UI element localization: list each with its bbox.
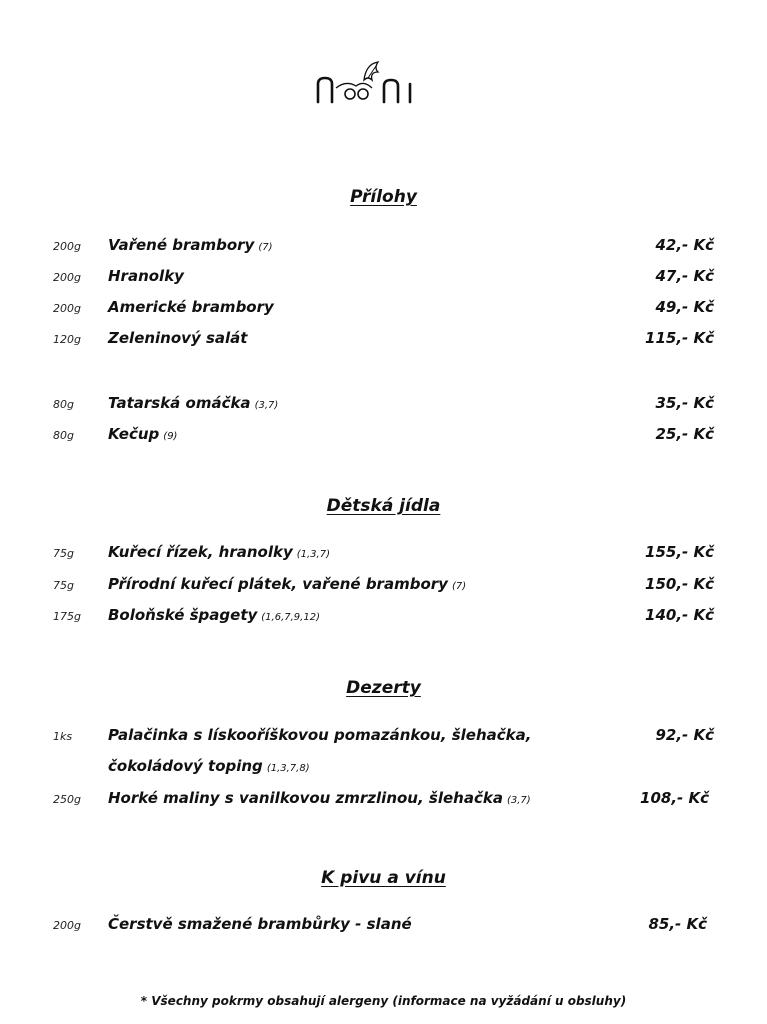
section-title-dezerty: Dezerty: [346, 678, 421, 698]
item-price: 150,- Kč: [645, 575, 714, 593]
item-name: Palačinka s lískooříškovou pomazánkou, šlehačka,: [108, 726, 532, 744]
item-price: 155,- Kč: [645, 543, 714, 561]
item-weight: 80g: [53, 398, 74, 411]
item-price: 47,- Kč: [655, 267, 714, 285]
menu-item: [0, 606, 767, 630]
item-name: čokoládový toping (1,3,7,8): [108, 757, 310, 775]
item-weight: 200g: [53, 240, 81, 253]
menu-item: [0, 394, 767, 418]
item-weight: 200g: [53, 302, 81, 315]
item-weight: 80g: [53, 429, 74, 442]
item-name: Kečup (9): [108, 425, 178, 443]
item-price: 35,- Kč: [655, 394, 714, 412]
item-allergens: (7): [451, 581, 467, 592]
item-allergens: (7): [258, 242, 273, 253]
item-price: 92,- Kč: [655, 726, 714, 744]
menu-item: [0, 329, 767, 353]
item-price: 140,- Kč: [645, 606, 714, 624]
menu-item: [0, 575, 767, 599]
item-weight: 75g: [53, 547, 74, 560]
item-weight: 250g: [53, 793, 81, 806]
item-weight: 1ks: [53, 730, 73, 743]
section-title-detska-jidla: Dětská jídla: [326, 496, 441, 516]
menu-item: [0, 543, 767, 567]
item-price: 25,- Kč: [655, 425, 714, 443]
menu-item: [0, 726, 767, 750]
item-name: Hranolky: [108, 267, 184, 285]
item-name: Kuřecí řízek, hranolky (1,3,7): [108, 543, 330, 561]
item-name: Čerstvě smažené brambůrky - slané: [108, 915, 412, 933]
menu-item-continuation: [0, 757, 767, 781]
item-name: Horké maliny s vanilkovou zmrzlinou, šlehačka (3,7): [108, 789, 531, 807]
item-price: 85,- Kč: [648, 915, 707, 933]
item-weight: 75g: [53, 579, 74, 592]
item-name: Přírodní kuřecí plátek, vařené brambory (7): [108, 575, 467, 593]
item-price: 115,- Kč: [645, 329, 714, 347]
item-name: Zeleninový salát: [108, 329, 248, 347]
item-allergens: (3,7): [506, 795, 531, 806]
item-allergens: (1,3,7): [296, 549, 330, 560]
item-allergens: (9): [163, 431, 178, 442]
menu-item: [0, 915, 767, 939]
item-name: Vařené brambory (7): [108, 236, 273, 254]
item-allergens: (1,6,7,9,12): [261, 612, 320, 623]
menu-item: [0, 236, 767, 260]
item-weight: 175g: [53, 610, 81, 623]
menu-item: [0, 267, 767, 291]
item-allergens: (3,7): [254, 400, 279, 411]
section-title-prilohy: Přílohy: [350, 187, 417, 207]
item-weight: 200g: [53, 271, 81, 284]
item-name: Americké brambory: [108, 298, 274, 316]
menu-item: [0, 425, 767, 449]
item-weight: 200g: [53, 919, 81, 932]
leaf-icon: [312, 58, 424, 108]
restaurant-logo: [312, 58, 424, 108]
item-price: 49,- Kč: [655, 298, 714, 316]
item-name: Boloňské špagety (1,6,7,9,12): [108, 606, 320, 624]
allergen-footnote: * Všechny pokrmy obsahují alergeny (informace na vyžádání u obsluhy): [140, 994, 627, 1008]
item-weight: 120g: [53, 333, 81, 346]
item-price: 108,- Kč: [640, 789, 709, 807]
item-name: Tatarská omáčka (3,7): [108, 394, 279, 412]
menu-item: [0, 298, 767, 322]
section-title-k-pivu-a-vinu: K pivu a vínu: [321, 868, 446, 888]
menu-item: [0, 789, 767, 813]
item-allergens: (1,3,7,8): [266, 763, 310, 774]
item-price: 42,- Kč: [655, 236, 714, 254]
